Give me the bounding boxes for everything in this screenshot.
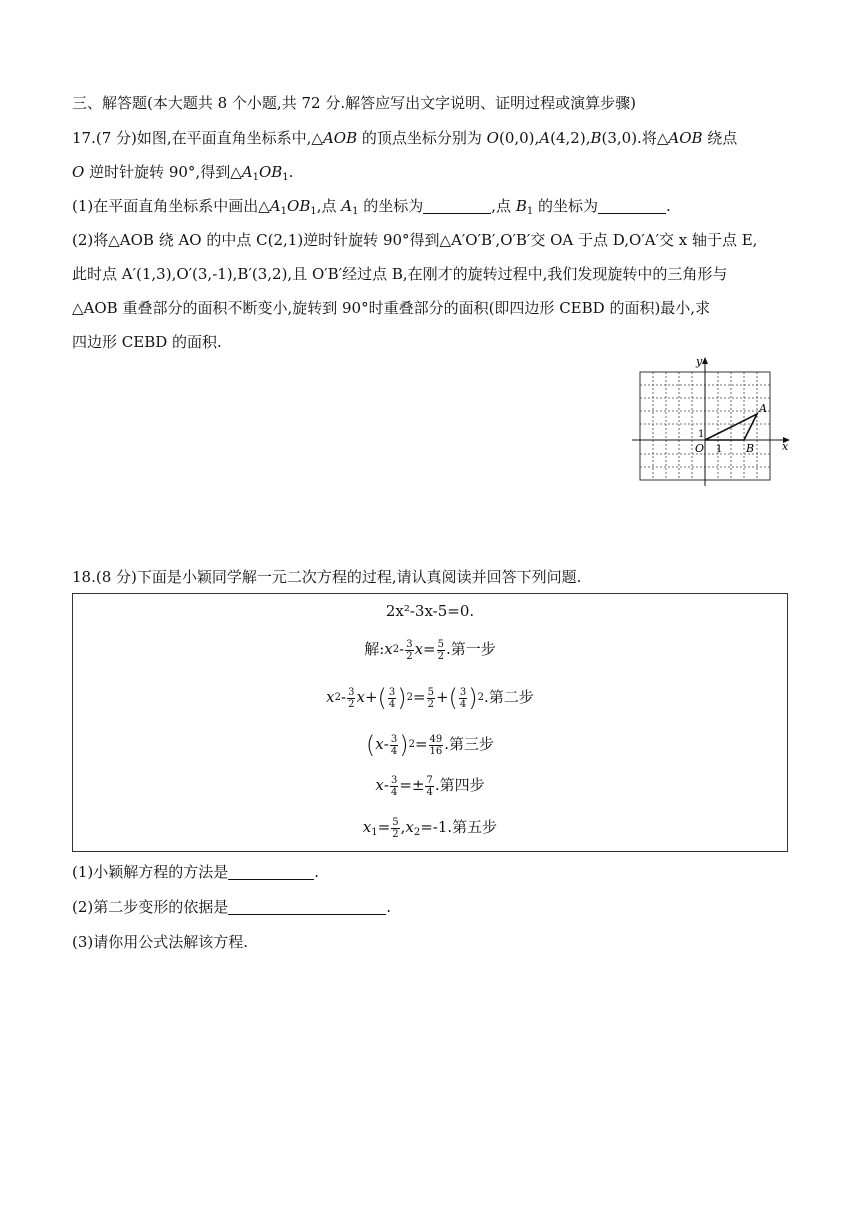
- q17-part2-line1: (2)将△AOB 绕 AO 的中点 C(2,1)逆时针旋转 90°得到△A′O′B′,O′B′交 OA 于点 D,O′A′交 x 轴于点 E,: [72, 231, 758, 249]
- point-b-label: B: [746, 442, 755, 455]
- origin-label: O: [695, 442, 705, 455]
- point-a-label: A: [759, 402, 767, 415]
- q17-part2-line4: 四边形 CEBD 的面积.: [72, 333, 222, 351]
- equation-row: 2x²-3x-5=0.: [385, 602, 475, 620]
- step3-row: (x- $\frac{3}{4}$ )2= $\frac{49}{16}$ .第三步: [365, 731, 495, 759]
- q17-part2-line3: △AOB 重叠部分的面积不断变小,旋转到 90°时重叠部分的面积(即四边形 CEBD 的面积)最小,求: [72, 299, 711, 317]
- y-tick-label: 1: [698, 429, 705, 440]
- step2-row: x2- $\frac{3}{2}$ x+( $\frac{3}{4}$ )2= $\frac{5}{2}$ +( $\frac{3}{4}$ )2.第二步: [326, 684, 534, 712]
- solution-box: [72, 593, 788, 852]
- x-axis-label: x: [782, 440, 789, 453]
- x-tick-label: 1: [716, 444, 723, 455]
- q17-part1: (1)在平面直角坐标系中画出$\triangle A_1OB_1$,点 $A_1$ 的坐标为 ,点 $B_1$ 的坐标为 .: [72, 197, 671, 217]
- answer-blank-b1[interactable]: [598, 197, 666, 214]
- step5-row: $x_1=$ $\frac{5}{2}$ $,x_2=-1$.第五步: [362, 816, 498, 840]
- answer-blank-a1[interactable]: [423, 197, 491, 214]
- q18-stem: 18.(8 分)下面是小颖同学解一元二次方程的过程,请认真阅读并回答下列问题.: [72, 568, 582, 586]
- q18-sub1: (1)小颖解方程的方法是 .: [72, 863, 320, 881]
- section-header: 三、解答题(本大题共 8 个小题,共 72 分.解答应写出文字说明、证明过程或演算步骤): [72, 94, 636, 112]
- answer-blank-method[interactable]: [228, 863, 314, 880]
- answer-blank-basis[interactable]: [228, 898, 386, 915]
- y-axis-label: y: [696, 355, 703, 368]
- q17-stem-line2: O 逆时针旋转 90°,得到$\triangle A_1OB_1$.: [72, 163, 294, 183]
- q17-stem-line1: 17.(7 分)如图,在平面直角坐标系中,△AOB 的顶点坐标分别为 O(0,0),A(4,2),B(3,0).将△AOB 绕点: [72, 129, 738, 147]
- q17-part2-line2: 此时点 A′(1,3),O′(3,-1),B′(3,2),且 O′B′经过点 B,在刚才的旋转过程中,我们发现旋转中的三角形与: [72, 265, 728, 283]
- step1-row: 解:x2- $\frac{3}{2}$ x= $\frac{5}{2}$ .第一步: [364, 638, 496, 662]
- coordinate-grid-figure: [630, 352, 794, 486]
- q18-sub2: (2)第二步变形的依据是 .: [72, 898, 392, 916]
- q18-sub3: (3)请你用公式法解该方程.: [72, 933, 249, 951]
- step4-row: x- $\frac{3}{4}$ =± $\frac{7}{4}$ .第四步: [375, 774, 485, 798]
